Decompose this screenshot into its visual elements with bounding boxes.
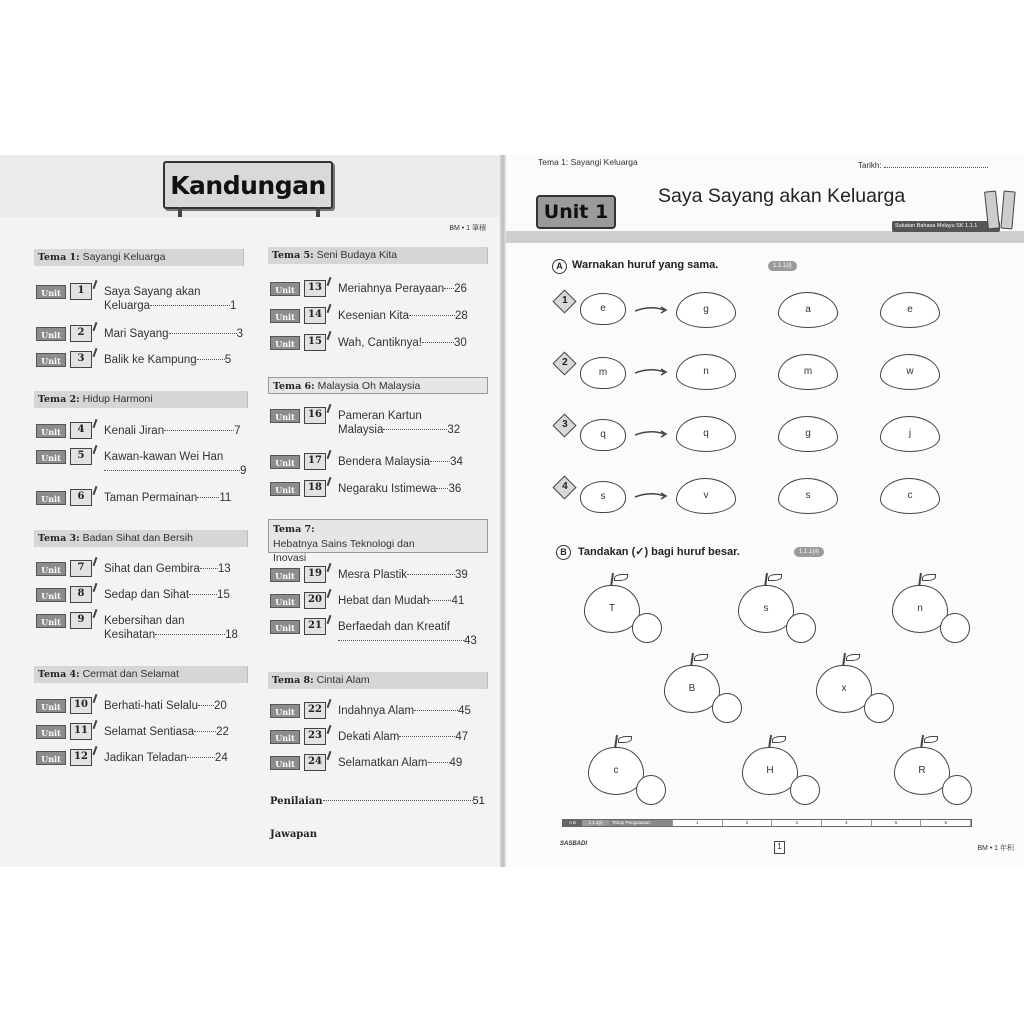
- apple-letter: c: [588, 747, 644, 795]
- tema-header-8: Tema 8: Cintai Alam: [268, 672, 488, 689]
- contents-unit-10[interactable]: Unit 10 Berhati-hati Selalu 20: [36, 697, 248, 717]
- date-field[interactable]: Tarikh:: [858, 161, 988, 170]
- contents-title-board: [163, 161, 333, 209]
- apple-letter: x: [816, 665, 872, 713]
- row-number-3: 3: [552, 413, 576, 437]
- arrow-icon: [634, 367, 668, 377]
- apple-item[interactable]: [894, 735, 958, 799]
- letter-cloud[interactable]: c: [880, 478, 940, 514]
- tick-circle[interactable]: [786, 613, 816, 643]
- contents-unit-18[interactable]: Unit 18 Negaraku Istimewa 36: [270, 480, 490, 500]
- bear-letter: q: [580, 419, 626, 451]
- tick-circle[interactable]: [942, 775, 972, 805]
- tema-name: Sayangi Keluarga: [82, 251, 166, 263]
- apple-letter: H: [742, 747, 798, 795]
- tema-id: Tema 1:: [38, 252, 80, 263]
- unit-badge: Unit: [36, 353, 66, 367]
- level-cell[interactable]: 5: [872, 820, 922, 826]
- letter-cloud[interactable]: n: [676, 354, 736, 390]
- contents-unit-23[interactable]: Unit 23 Dekati Alam 47: [270, 728, 490, 748]
- contents-unit-22[interactable]: Unit 22 Indahnya Alam 45: [270, 702, 490, 722]
- tick-circle[interactable]: [636, 775, 666, 805]
- section-b-instruction: Tandakan (✓) bagi huruf besar.: [578, 546, 740, 558]
- unit-number: 3: [70, 351, 92, 368]
- tick-circle[interactable]: [632, 613, 662, 643]
- contents-unit-7[interactable]: Unit 7 Sihat dan Gembira 13: [36, 560, 248, 580]
- level-cell[interactable]: 3: [772, 820, 822, 826]
- contents-unit-1[interactable]: [36, 283, 248, 312]
- letter-cloud[interactable]: e: [880, 292, 940, 328]
- contents-unit-21[interactable]: Unit 21 Berfaedah dan Kreatif 43: [270, 618, 490, 638]
- tema-header-2: Tema 2: Hidup Harmoni: [34, 391, 248, 408]
- unit-badge: Unit: [36, 285, 66, 299]
- row-number-1: 1: [552, 289, 576, 313]
- footer-sk: 1.1.1(i): [583, 820, 609, 826]
- unit-title: Balik ke Kampung 5: [104, 354, 232, 366]
- tema-header-5: Tema 5: Seni Budaya Kita: [268, 247, 488, 264]
- apple-letter: T: [584, 585, 640, 633]
- arrow-icon: [634, 429, 668, 439]
- apple-item[interactable]: [816, 653, 880, 717]
- tema-header-3: Tema 3: Badan Sihat dan Bersih: [34, 530, 248, 547]
- level-cell[interactable]: 2: [723, 820, 773, 826]
- tema-header-4: Tema 4: Cermat dan Selamat: [34, 666, 248, 683]
- syllabus-tag: Sukatan Bahasa Melayu SK 1.1.1: [892, 221, 1000, 232]
- section-b-marker: B: [556, 545, 571, 560]
- apple-letter: R: [894, 747, 950, 795]
- contents-unit-19[interactable]: Unit 19 Mesra Plastik 39: [270, 566, 490, 586]
- letter-cloud[interactable]: s: [778, 478, 838, 514]
- crayon-icon: [984, 190, 1000, 229]
- section-a-code: 1.1.1(i): [768, 261, 797, 271]
- letter-cloud[interactable]: g: [676, 292, 736, 328]
- apple-item[interactable]: [664, 653, 728, 717]
- contents-unit-9[interactable]: Unit 9 Kebersihan dan Kesihatan 18: [36, 612, 248, 632]
- apple-item[interactable]: [588, 735, 652, 799]
- letter-cloud[interactable]: m: [778, 354, 838, 390]
- tema-heading: Tema 1: Sayangi Keluarga: [538, 157, 638, 167]
- tick-circle[interactable]: [790, 775, 820, 805]
- apple-letter: n: [892, 585, 948, 633]
- contents-unit-11[interactable]: Unit 11 Selamat Sentiasa 22: [36, 723, 248, 743]
- contents-unit-13[interactable]: Unit 13 Meriahnya Perayaan 26: [270, 280, 490, 300]
- unit-number: 2: [70, 325, 92, 342]
- letter-cloud[interactable]: w: [880, 354, 940, 390]
- unit-badge: Unit: [36, 327, 66, 341]
- bear-letter: m: [580, 357, 626, 389]
- page-number: 1: [774, 841, 785, 854]
- letter-cloud[interactable]: j: [880, 416, 940, 452]
- apple-letter: B: [664, 665, 720, 713]
- worksheet-page: [506, 155, 1024, 867]
- apple-item[interactable]: [892, 573, 956, 637]
- contents-unit-16[interactable]: Unit 16 Pameran Kartun Malaysia 32: [270, 407, 490, 427]
- tick-circle[interactable]: [864, 693, 894, 723]
- board-leg: [178, 207, 182, 217]
- unit-title: Saya Sayang akan Keluarga 1: [104, 286, 237, 312]
- jawapan-entry[interactable]: Jawapan: [270, 829, 318, 840]
- header-band: [506, 231, 1024, 243]
- contents-unit-15[interactable]: Unit 15 Wah, Cantiknya! 30: [270, 334, 490, 354]
- arrow-icon: [634, 491, 668, 501]
- unit-title: Saya Sayang akan Keluarga: [658, 185, 906, 207]
- level-cell[interactable]: 6: [921, 820, 971, 826]
- unit-title: Mari Sayang 3: [104, 328, 243, 340]
- apple-item[interactable]: [738, 573, 802, 637]
- contents-title: Kandungan: [170, 170, 326, 200]
- apple-letter: s: [738, 585, 794, 633]
- board-leg: [316, 207, 320, 217]
- section-a-instruction: Warnakan huruf yang sama.: [572, 259, 719, 271]
- contents-unit-12[interactable]: Unit 12 Jadikan Teladan 24: [36, 749, 248, 769]
- contents-unit-20[interactable]: Unit 20 Hebat dan Mudah 41: [270, 592, 490, 612]
- apple-item[interactable]: [742, 735, 806, 799]
- mastery-level-bar: [562, 819, 972, 827]
- contents-unit-24[interactable]: Unit 24 Selamatkan Alam 49: [270, 754, 490, 774]
- section-b-code: 1.1.1(ii): [794, 547, 824, 557]
- crayon-icon: [1000, 191, 1015, 230]
- bear-letter: s: [580, 481, 626, 513]
- book-code: BM • 1 年积: [977, 845, 1014, 852]
- tema-header-7: Tema 7: Hebatnya Sains Teknologi dan Inovasi: [268, 519, 488, 553]
- tema-header-6: Tema 6: Malaysia Oh Malaysia: [268, 377, 488, 394]
- level-cell[interactable]: 1: [673, 820, 723, 826]
- contents-unit-17[interactable]: Unit 17 Bendera Malaysia 34: [270, 453, 490, 473]
- footer-ab: A B: [563, 820, 583, 826]
- tema-header-1: [34, 249, 244, 266]
- row-number-4: 4: [552, 475, 576, 499]
- unit-number: 1: [70, 283, 92, 300]
- arrow-icon: [634, 305, 668, 315]
- letter-cloud[interactable]: v: [676, 478, 736, 514]
- unit-sign: Unit 1: [536, 195, 616, 229]
- letter-cloud[interactable]: g: [778, 416, 838, 452]
- bear-letter: e: [580, 293, 626, 325]
- contents-unit-14[interactable]: Unit 14 Kesenian Kita 28: [270, 307, 490, 327]
- tick-circle[interactable]: [712, 693, 742, 723]
- contents-unit-2[interactable]: [36, 325, 248, 345]
- contents-unit-8[interactable]: Unit 8 Sedap dan Sihat 15: [36, 586, 248, 606]
- section-a-marker: A: [552, 259, 567, 274]
- penilaian-entry[interactable]: Penilaian 51: [270, 795, 485, 807]
- level-cell[interactable]: 4: [822, 820, 872, 826]
- contents-page: [0, 155, 500, 867]
- footer-label: Tahap Penguasaan: [609, 820, 673, 826]
- publisher-logo: SASBADI: [560, 841, 588, 847]
- contents-unit-4[interactable]: Unit 4 Kenali Jiran 7: [36, 422, 248, 442]
- contents-unit-3[interactable]: [36, 351, 248, 371]
- contents-unit-5[interactable]: Unit 5 Kawan-kawan Wei Han 9: [36, 448, 248, 468]
- row-number-2: 2: [552, 351, 576, 375]
- book-code: BM • 1 筆積: [449, 225, 486, 232]
- apple-item[interactable]: [584, 573, 648, 637]
- letter-cloud[interactable]: q: [676, 416, 736, 452]
- contents-unit-6[interactable]: Unit 6 Taman Permainan 11: [36, 489, 248, 509]
- letter-cloud[interactable]: a: [778, 292, 838, 328]
- tick-circle[interactable]: [940, 613, 970, 643]
